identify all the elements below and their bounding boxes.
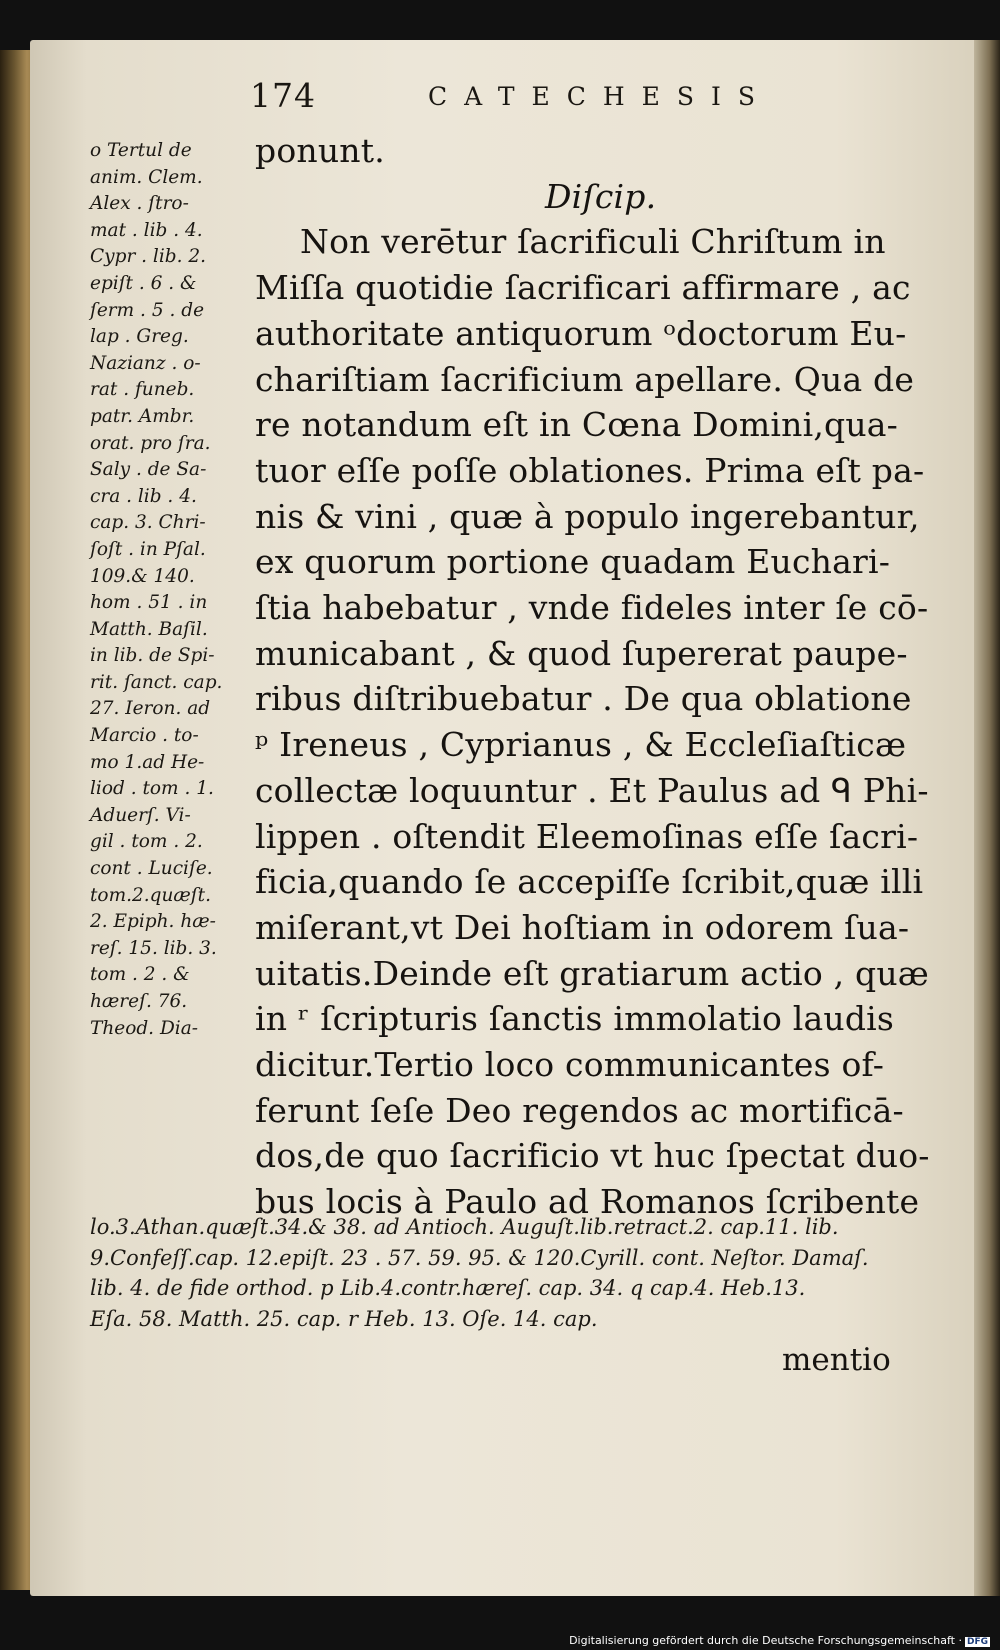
footnote-line: 9.Confeſſ.cap. 12.epiſt. 23 . 57. 59. 95. & 120.Cyrill. cont. Neſtor. Damaſ.	[90, 1245, 869, 1270]
body-line: ribus diſtribuebatur . De qua oblatione	[255, 679, 912, 719]
body-line: ᵖ Ireneus , Cyprianus , & Eccleſiaſticæ	[255, 725, 907, 765]
body-line: ſtia habebatur , vnde fideles inter ſe cō-	[255, 588, 929, 628]
marginal-line: hom . 51 . in	[90, 592, 208, 614]
speaker-heading: Diſcip.	[545, 176, 657, 216]
digitization-notice	[569, 1634, 990, 1647]
body-line: ferunt ſeſe Deo regendos ac mortificā-	[255, 1090, 904, 1130]
marginal-line: liod . tom . 1.	[90, 778, 214, 800]
marginal-line: Matth. Baſil.	[90, 618, 208, 640]
marginal-line: gil . tom . 2.	[90, 831, 203, 853]
marginal-line: o Tertul de	[90, 140, 192, 161]
running-title: CATECHESIS	[428, 82, 773, 111]
marginal-line: ſerm . 5 . de	[90, 299, 205, 321]
marginal-notes	[90, 138, 250, 1042]
body-line: re notandum eſt in Cœna Domini,qua-	[255, 405, 899, 445]
catchword: mentio	[782, 1342, 891, 1378]
body-line: Non verētur ſacrificuli Chriſtum in	[300, 222, 886, 262]
running-head	[250, 76, 830, 122]
marginal-line: tom . 2 . &	[90, 964, 190, 986]
marginal-line: anim. Clem.	[90, 166, 203, 188]
body-line: bus locis à Paulo ad Romanos ſcribente	[255, 1182, 920, 1222]
marginal-line: epiſt . 6 . &	[90, 272, 197, 294]
body-line: dos,de quo ſacrificio vt huc ſpectat duo-	[255, 1136, 930, 1176]
marginal-line: Alex . ſtro-	[90, 193, 189, 215]
digitization-text: Digitalisierung gefördert durch die Deutsche Forschungsgemeinschaft ·	[569, 1634, 962, 1647]
marginal-line: Nazianz . o-	[90, 352, 201, 374]
footnotes	[90, 1212, 960, 1334]
marginal-line: cap. 3. Chri-	[90, 512, 206, 534]
marginal-line: cra . lib . 4.	[90, 485, 197, 507]
marginal-line: in lib. de Spi-	[90, 645, 215, 667]
body-line: municabant , & quod ſupererat paupe-	[255, 633, 908, 673]
body-line: lippen . oſtendit Eleemoſinas eſſe ſacri-	[255, 816, 919, 856]
marginal-line: 109.& 140.	[90, 565, 195, 587]
marginal-line: Saly . de Sa-	[90, 459, 207, 481]
page-number: 174	[250, 76, 316, 115]
marginal-line: Theod. Dia-	[90, 1017, 198, 1039]
footnote-line: lib. 4. de fide orthod. p Lib.4.contr.hæreſ. cap. 34. q cap.4. Heb.13.	[90, 1276, 806, 1300]
marginal-line: mat . lib . 4.	[90, 219, 203, 241]
body-line: miſerant,vt Dei hoſtiam in odorem ſua-	[255, 907, 910, 947]
marginal-line: 27. Ieron. ad	[90, 698, 211, 720]
footnote-line: lo.3.Athan.quæſt.34.& 38. ad Antioch. Auguſt.lib.retract.2. cap.11. lib.	[90, 1215, 839, 1239]
page-gutter-shadow	[974, 40, 1000, 1596]
marginal-line: tom.2.quæſt.	[90, 884, 211, 906]
marginal-line: Marcio . to-	[90, 725, 199, 747]
marginal-line: 2. Epiph. hæ-	[90, 911, 216, 933]
marginal-line: reſ. 15. lib. 3.	[90, 937, 217, 959]
body-line: chariſtiam ſacrificium apellare. Qua de	[255, 359, 915, 399]
body-line: ex quorum portione quadam Euchari-	[255, 542, 891, 582]
footnote-line: Eſa. 58. Matth. 25. cap. r Heb. 13. Oſe. 14. cap.	[90, 1306, 598, 1331]
marginal-line: cont . Luciſe.	[90, 858, 213, 880]
marginal-line: patr. Ambr.	[90, 405, 195, 427]
dfg-logo: DFG	[966, 1637, 988, 1647]
marginal-line: orat. pro ſra.	[90, 432, 211, 454]
marginal-line: hæreſ. 76.	[90, 991, 188, 1012]
body-line: nis & vini , quæ à populo ingerebantur,	[255, 496, 920, 536]
marginal-line: rat . funeb.	[90, 379, 195, 401]
body-line: Miſſa quotidie ſacrificari affirmare , ac	[255, 268, 911, 308]
body-line: ficia,quando ſe accepiſſe ſcribit,quæ illi	[255, 862, 924, 902]
body-line: uitatis.Deinde eſt gratiarum actio , quæ	[255, 953, 929, 993]
body-line: tuor eſſe poſſe oblationes. Prima eſt pa-	[255, 450, 925, 490]
body-line: collectæ loquuntur . Et Paulus ad ᑫ Phi-	[255, 770, 929, 810]
body-line: ponunt.	[255, 131, 385, 170]
marginal-line: mo 1.ad He-	[90, 751, 205, 773]
body-line: authoritate antiquorum ᵒdoctorum Eu-	[255, 313, 907, 353]
marginal-line: Cypr . lib. 2.	[90, 246, 207, 268]
marginal-line: ſoſt . in Pſal.	[90, 538, 206, 560]
body-text	[255, 128, 955, 1225]
marginal-line: Aduerſ. Vi-	[90, 804, 191, 826]
marginal-line: rit. ſanct. cap.	[90, 671, 223, 693]
body-line: dicitur.Tertio loco communicantes of-	[255, 1045, 885, 1085]
body-line: in ʳ ſcripturis ſanctis immolatio laudis	[255, 999, 895, 1039]
marginal-line: lap . Greg.	[90, 326, 189, 348]
